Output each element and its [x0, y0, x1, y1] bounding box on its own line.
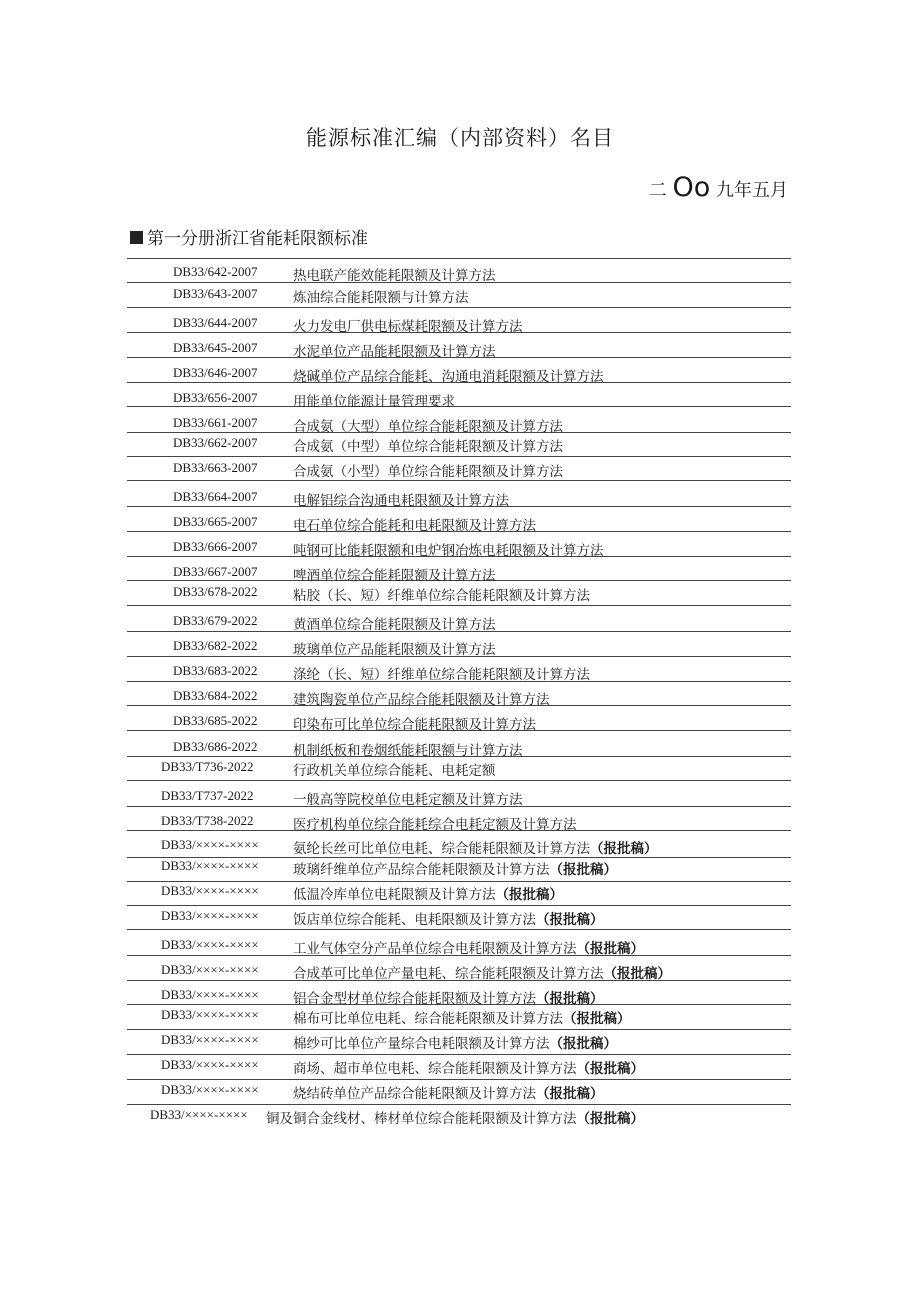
standard-name-text: 电石单位综合能耗和电耗限额及计算方法	[293, 518, 536, 534]
standard-name-text: 热电联产能效能耗限额及计算方法	[293, 268, 496, 284]
standard-name	[293, 837, 658, 857]
standard-name-text: 玻璃单位产品能耗限额及计算方法	[293, 642, 496, 658]
standard-status-note: （报批稿）	[536, 991, 604, 1007]
standard-name	[293, 584, 590, 604]
row-divider	[127, 905, 791, 906]
standard-name	[293, 1057, 644, 1077]
standard-name-text: 棉纱可比单位产量综合电耗限额及计算方法	[293, 1036, 550, 1052]
standard-code: DB33/××××-××××	[161, 987, 259, 1002]
standard-code: DB33/667-2007	[173, 564, 258, 579]
standard-name-text: 涤纶（长、短）纤维单位综合能耗限额及计算方法	[293, 667, 590, 683]
standard-name-text: 饭店单位综合能耗、电耗限额及计算方法	[293, 912, 536, 928]
standard-name-text: 水泥单位产品能耗限额及计算方法	[293, 344, 496, 360]
standard-code: DB33/××××-××××	[161, 858, 259, 873]
row-divider	[127, 1029, 791, 1030]
standard-code: DB33/××××-××××	[161, 883, 259, 898]
standard-name	[293, 883, 563, 903]
standard-code: DB33/××××-××××	[161, 962, 259, 977]
standard-name	[293, 908, 604, 928]
row-divider	[127, 456, 791, 457]
standard-name-text: 行政机关单位综合能耗、电耗定额	[293, 763, 496, 779]
standard-name-text: 合成氨（中型）单位综合能耗限额及计算方法	[293, 439, 563, 455]
standard-name-text: 用能单位能源计量管理要求	[293, 394, 455, 410]
last-entry-code: DB33/××××-××××	[150, 1107, 248, 1122]
row-divider	[127, 1104, 791, 1105]
standard-name	[293, 435, 563, 455]
standard-code: DB33/××××-××××	[161, 1057, 259, 1072]
standard-name	[293, 1082, 604, 1102]
square-bullet-icon	[130, 231, 143, 244]
standard-code: DB33/662-2007	[173, 435, 258, 450]
standard-name-text: 棉布可比单位电耗、综合能耗限额及计算方法	[293, 1011, 563, 1027]
standard-name-text: 铝合金型材单位综合能耗限额及计算方法	[293, 991, 536, 1007]
standard-name	[293, 858, 617, 878]
row-divider	[127, 1079, 791, 1080]
standard-name-text: 氨纶长丝可比单位电耗、综合能耗限额及计算方法	[293, 841, 590, 857]
standard-code: DB33/656-2007	[173, 390, 258, 405]
date-big: Oo	[672, 172, 711, 203]
standard-code: DB33/679-2022	[173, 613, 258, 628]
standard-name	[293, 688, 550, 708]
standard-code: DB33/T737-2022	[161, 788, 254, 803]
row-divider	[127, 406, 791, 407]
standard-status-note: （报批稿）	[549, 1036, 617, 1052]
standard-status-note: （报批稿）	[549, 862, 617, 878]
standard-name-text: 工业气体空分产品单位综合电耗限额及计算方法	[293, 941, 577, 957]
standard-name-text: 一般高等院校单位电耗定额及计算方法	[293, 792, 523, 808]
standard-code: DB33/646-2007	[173, 365, 258, 380]
last-entry-note: （报批稿）	[576, 1111, 644, 1127]
standard-name	[293, 987, 604, 1007]
standard-code: DB33/××××-××××	[161, 1082, 259, 1097]
standard-name	[293, 460, 563, 480]
last-entry-name	[266, 1107, 644, 1127]
standard-code: DB33/××××-××××	[161, 1007, 259, 1022]
standard-name-text: 烧碱单位产品综合能耗、沟通电消耗限额及计算方法	[293, 369, 604, 385]
standard-name	[293, 539, 604, 559]
standard-name	[293, 390, 455, 410]
standard-name-text: 机制纸板和卷烟纸能耗限额与计算方法	[293, 743, 523, 759]
standard-code: DB33/683-2022	[173, 663, 258, 678]
standard-name-text: 粘胶（长、短）纤维单位综合能耗限额及计算方法	[293, 588, 590, 604]
standard-code: DB33/678-2022	[173, 584, 258, 599]
standard-name-text: 火力发电厂供电标煤耗限额及计算方法	[293, 319, 523, 335]
standard-name	[293, 739, 523, 759]
standard-name-text: 印染布可比单位综合能耗限额及计算方法	[293, 717, 536, 733]
standard-name	[293, 663, 590, 683]
standard-name	[293, 613, 496, 633]
standard-name	[293, 1007, 631, 1027]
standard-status-note: （报批稿）	[603, 966, 671, 982]
standard-name-text: 黄酒单位综合能耗限额及计算方法	[293, 617, 496, 633]
row-divider	[127, 605, 791, 606]
standard-code: DB33/684-2022	[173, 688, 258, 703]
row-divider	[127, 780, 791, 781]
standard-name-text: 烧结砖单位产品综合能耗限额及计算方法	[293, 1086, 536, 1102]
date-suffix: 九年五月	[716, 180, 788, 201]
standard-code: DB33/642-2007	[173, 264, 258, 279]
standard-code: DB33/645-2007	[173, 340, 258, 355]
section-heading-text: 第一分册浙江省能耗限额标准	[147, 229, 368, 249]
standard-name	[293, 788, 523, 808]
standard-name	[293, 514, 536, 534]
standard-code: DB33/644-2007	[173, 315, 258, 330]
standard-name-text: 电解铝综合沟通电耗限额及计算方法	[293, 493, 509, 509]
standard-code: DB33/××××-××××	[161, 1032, 259, 1047]
standard-status-note: （报批稿）	[576, 1061, 644, 1077]
row-divider	[127, 1054, 791, 1055]
standard-code: DB33/643-2007	[173, 286, 258, 301]
row-divider	[127, 881, 791, 882]
standard-name	[293, 489, 509, 509]
standard-name	[293, 937, 644, 957]
standard-name-text: 低温冷库单位电耗限额及计算方法	[293, 887, 496, 903]
standard-name	[293, 813, 577, 833]
document-title: 能源标准汇编（内部资料）名目	[306, 126, 614, 150]
standard-name	[293, 1032, 617, 1052]
standard-name	[293, 564, 496, 584]
standard-status-note: （报批稿）	[590, 841, 658, 857]
last-entry-name-text: 铜及铜合金线材、棒材单位综合能耗限额及计算方法	[266, 1111, 577, 1127]
standard-name	[293, 286, 469, 306]
standard-code: DB33/663-2007	[173, 460, 258, 475]
row-divider	[127, 258, 791, 259]
standard-name	[293, 264, 496, 284]
standard-name	[293, 315, 523, 335]
row-divider	[127, 480, 791, 481]
standard-code: DB33/××××-××××	[161, 908, 259, 923]
standard-name	[293, 415, 563, 435]
standard-code: DB33/686-2022	[173, 739, 258, 754]
standard-name-text: 医疗机构单位综合能耗综合电耗定额及计算方法	[293, 817, 577, 833]
standard-name-text: 合成氨（小型）单位综合能耗限额及计算方法	[293, 464, 563, 480]
standard-name-text: 合成氨（大型）单位综合能耗限额及计算方法	[293, 419, 563, 435]
standard-status-note: （报批稿）	[495, 887, 563, 903]
standard-status-note: （报批稿）	[563, 1011, 631, 1027]
standard-name-text: 玻璃纤维单位产品综合能耗限额及计算方法	[293, 862, 550, 878]
standard-code: DB33/664-2007	[173, 489, 258, 504]
standard-name	[293, 962, 671, 982]
standard-code: DB33/685-2022	[173, 713, 258, 728]
standard-name-text: 炼油综合能耗限额与计算方法	[293, 290, 469, 306]
date-prefix: 二	[648, 180, 667, 201]
row-divider	[127, 307, 791, 308]
standard-code: DB33/666-2007	[173, 539, 258, 554]
standard-name-text: 啤酒单位综合能耗限额及计算方法	[293, 568, 496, 584]
standard-status-note: （报批稿）	[576, 941, 644, 957]
section-heading	[130, 224, 368, 249]
standard-name	[293, 759, 496, 779]
standard-name-text: 吨钢可比能耗限额和电炉钢冶炼电耗限额及计算方法	[293, 543, 604, 559]
standard-code: DB33/661-2007	[173, 415, 258, 430]
standard-code: DB33/665-2007	[173, 514, 258, 529]
standard-code: DB33/T738-2022	[161, 813, 254, 828]
standard-name	[293, 713, 536, 733]
standard-status-note: （报批稿）	[536, 1086, 604, 1102]
standard-name-text: 建筑陶瓷单位产品综合能耗限额及计算方法	[293, 692, 550, 708]
standard-status-note: （报批稿）	[536, 912, 604, 928]
standard-code: DB33/××××-××××	[161, 837, 259, 852]
standard-code: DB33/682-2022	[173, 638, 258, 653]
standard-name	[293, 365, 604, 385]
standard-name	[293, 340, 496, 360]
standard-code: DB33/××××-××××	[161, 937, 259, 952]
standard-code: DB33/T736-2022	[161, 759, 254, 774]
standard-name-text: 合成革可比单位产量电耗、综合能耗限额及计算方法	[293, 966, 604, 982]
standard-name-text: 商场、超市单位电耗、综合能耗限额及计算方法	[293, 1061, 577, 1077]
row-divider	[127, 929, 791, 930]
standard-name	[293, 638, 496, 658]
document-date	[649, 172, 788, 203]
